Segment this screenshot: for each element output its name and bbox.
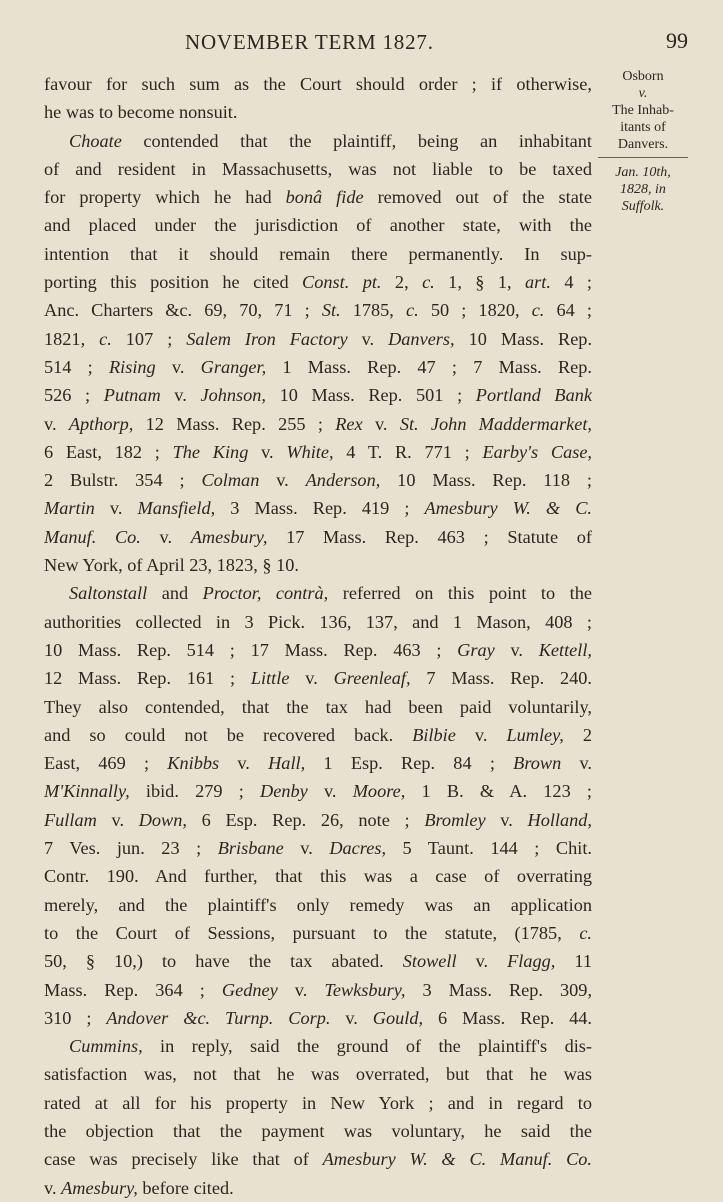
text-run: Hall, [268, 753, 306, 774]
text-line [44, 296, 592, 324]
body-text [44, 70, 592, 1202]
text-run: 1 B. & A. 123 ; [405, 781, 592, 802]
text-run: satisfaction was, not that he was overrated, but that he was [44, 1064, 592, 1085]
margin-note [592, 68, 694, 215]
text-run: he was to become nonsuit. [44, 102, 238, 123]
text-line [44, 353, 592, 381]
text-run: Colman [201, 470, 260, 491]
margin-line: v. [638, 86, 648, 101]
text-run: Denby [260, 781, 308, 802]
text-run: 12 Mass. Rep. 161 ; [44, 668, 251, 689]
text-run: Mansfield, [137, 498, 216, 519]
margin-case-name [592, 68, 694, 153]
text-run: Mass. Rep. 364 ; [44, 979, 222, 1000]
text-run: v. [283, 838, 330, 859]
text-run: Salem Iron Factory [186, 328, 348, 349]
text-line [44, 1117, 592, 1145]
text-run: c. [579, 922, 592, 943]
text-run: 6 Mass. Rep. 44. [423, 1007, 592, 1028]
text-run: 64 ; [544, 300, 592, 321]
text-run: before cited. [137, 1177, 234, 1198]
text-line [44, 579, 592, 607]
text-line [44, 976, 592, 1004]
text-run: c. [531, 300, 545, 321]
text-run: v. [456, 951, 508, 972]
text-run: Const. pt. [302, 272, 382, 293]
text-run: Granger, [200, 356, 267, 377]
text-line [44, 410, 592, 438]
text-run: 4 ; [550, 272, 592, 293]
text-run: intention that it should remain there permanently. In sup- [44, 243, 592, 264]
text-run: 6 East, 182 ; [44, 441, 173, 462]
text-run: 2 [563, 724, 592, 745]
text-run: 7 Ves. jun. 23 ; [44, 838, 218, 859]
text-run: the objection that the payment was voluntary, he said the [44, 1120, 592, 1141]
text-run: Holland, [527, 809, 592, 830]
text-line [44, 183, 592, 211]
text-run: 514 ; [44, 356, 109, 377]
text-line [44, 381, 592, 409]
text-run: Manuf. Co. [44, 526, 141, 547]
margin-line: Suffolk. [621, 199, 665, 214]
text-run: rated at all for his property in New York ; and in regard to [44, 1092, 592, 1113]
text-run: 1821, [44, 328, 100, 349]
running-header [0, 26, 723, 56]
text-line [44, 523, 592, 551]
text-run: c. [99, 328, 112, 349]
text-run: v. [307, 781, 353, 802]
text-run: St. John Maddermarket, [399, 413, 592, 434]
text-run: Contr. 190. And further, that this was a case of overrating [44, 866, 592, 887]
text-line [44, 155, 592, 183]
text-run: v. [485, 809, 528, 830]
text-run: Choate [69, 130, 122, 151]
text-line [44, 1174, 592, 1202]
text-run: v. [160, 385, 201, 406]
text-run: of and resident in Massachusetts, was not liable to be taxed [44, 158, 592, 179]
text-line [44, 693, 592, 721]
text-run: 310 ; [44, 1007, 107, 1028]
text-run: Andover &c. Turnp. Corp. [106, 1007, 331, 1028]
text-line [44, 947, 592, 975]
text-line [44, 806, 592, 834]
text-run: Tewksbury, [324, 979, 406, 1000]
text-run: v. [140, 526, 191, 547]
text-line [44, 268, 592, 296]
text-line [44, 891, 592, 919]
margin-line: Danvers. [617, 137, 669, 152]
text-run: 1 Mass. Rep. 47 ; 7 Mass. Rep. [266, 356, 592, 377]
text-run: to the Court of Sessions, pursuant to the statute, (1785, [44, 922, 580, 943]
text-run: Portland Bank [475, 385, 592, 406]
text-line [44, 834, 592, 862]
text-line [44, 1060, 592, 1088]
margin-line: 1828, in [620, 182, 666, 197]
text-run: Fullam [44, 809, 97, 830]
text-run: Amesbury W. & C. [424, 498, 592, 519]
text-run: 50, § 10,) to have the tax abated. [44, 951, 403, 972]
text-run: 3 Mass. Rep. 309, [405, 979, 592, 1000]
text-run: Gould, [372, 1007, 424, 1028]
text-run: removed out of the state [363, 187, 592, 208]
text-line [44, 1145, 592, 1173]
text-run: Down, [138, 809, 187, 830]
text-run: contended that the plaintiff, being an inhabitant [121, 130, 592, 151]
text-line [44, 494, 592, 522]
text-run: Greenleaf, [333, 668, 411, 689]
text-run: v. [44, 413, 69, 434]
text-run: Bilbie [412, 724, 456, 745]
margin-divider [598, 157, 688, 158]
text-run: 1785, [340, 300, 406, 321]
text-run: New York, of April 23, 1823, § 10. [44, 555, 299, 576]
text-run: 10 Mass. Rep. 514 ; 17 Mass. Rep. 463 ; [44, 639, 458, 660]
text-line [44, 551, 592, 579]
text-run: Putnam [103, 385, 161, 406]
text-line [44, 466, 592, 494]
text-run: v. [277, 979, 325, 1000]
text-run: v. [94, 498, 138, 519]
text-run: porting this position he cited [44, 272, 303, 293]
running-title: NOVEMBER TERM 1827. [185, 30, 434, 54]
margin-line: The Inhab- [612, 103, 674, 118]
text-run: 2, [381, 272, 423, 293]
text-run: c. [422, 272, 435, 293]
text-run: Brisbane [217, 838, 284, 859]
text-run: v. [561, 753, 592, 774]
text-run: for property which he had [44, 187, 286, 208]
text-run: ibid. 279 ; [129, 781, 261, 802]
text-run: authorities collected in 3 Pick. 136, 137, and 1 Mason, 408 ; [44, 611, 592, 632]
text-line [44, 749, 592, 777]
text-run: merely, and the plaintiff's only remedy was an application [44, 894, 592, 915]
text-run: v. [289, 668, 334, 689]
text-run: v. [155, 356, 201, 377]
text-run: Knibbs [167, 753, 220, 774]
text-run: in reply, said the ground of the plaintiff's dis- [142, 1036, 592, 1057]
text-run: Proctor, contrà, [202, 583, 329, 604]
margin-line: Osborn [622, 69, 664, 84]
text-run: case was precisely like that of [44, 1149, 323, 1170]
text-line [44, 721, 592, 749]
text-run: favour for such sum as the Court should order ; if otherwise, [44, 74, 592, 94]
text-run: v. [362, 413, 400, 434]
text-run: 7 Mass. Rep. 240. [410, 668, 592, 689]
text-run: Martin [44, 498, 95, 519]
text-run: Flagg, [507, 951, 556, 972]
text-run: 10 Mass. Rep. 501 ; [265, 385, 476, 406]
page-number: 99 [666, 28, 688, 53]
text-run: Earby's Case, [482, 441, 592, 462]
text-run: 10 Mass. Rep. [454, 328, 592, 349]
text-run: Amesbury W. & C. Manuf. Co. [322, 1149, 592, 1170]
text-run: Bromley [424, 809, 486, 830]
text-run: Amesbury, [61, 1177, 138, 1198]
text-run: Dacres, [329, 838, 387, 859]
text-run: 3 Mass. Rep. 419 ; [215, 498, 425, 519]
text-run: 50 ; 1820, [418, 300, 532, 321]
text-run: Brown [513, 753, 562, 774]
text-run: referred on this point to the [328, 583, 592, 604]
text-run: 4 T. R. 771 ; [333, 441, 483, 462]
text-run: Johnson, [200, 385, 266, 406]
text-line [44, 636, 592, 664]
text-line [44, 664, 592, 692]
text-run: v. [259, 470, 306, 491]
margin-date [592, 164, 694, 215]
text-run: Saltonstall [69, 583, 148, 604]
text-run: and [147, 583, 203, 604]
text-line [44, 70, 592, 98]
text-run: Anc. Charters &c. 69, 70, 71 ; [44, 300, 322, 321]
text-run: Stowell [402, 951, 457, 972]
text-run: v. [248, 441, 287, 462]
text-run: 11 [555, 951, 592, 972]
text-run: 1 Esp. Rep. 84 ; [305, 753, 514, 774]
text-line [44, 919, 592, 947]
text-run: and so could not be recovered back. [44, 724, 413, 745]
text-run: Cummins, [69, 1036, 143, 1057]
text-run: bonâ fide [285, 187, 364, 208]
text-line [44, 1089, 592, 1117]
text-run: v. [455, 724, 507, 745]
text-run: v. [347, 328, 389, 349]
text-run: Danvers, [388, 328, 455, 349]
text-run: St. [321, 300, 341, 321]
text-run: East, 469 ; [44, 753, 168, 774]
margin-line: Jan. 10th, [615, 165, 671, 180]
text-run: Gray [457, 639, 495, 660]
text-run: M'Kinnally, [44, 781, 130, 802]
text-run: Rising [108, 356, 156, 377]
text-run: Moore, [352, 781, 406, 802]
text-run: Lumley, [506, 724, 564, 745]
text-line [44, 862, 592, 890]
text-line [44, 325, 592, 353]
text-line [44, 1004, 592, 1032]
text-line [44, 1032, 592, 1060]
text-run: v. [219, 753, 269, 774]
text-line [44, 438, 592, 466]
text-line [44, 127, 592, 155]
text-line [44, 240, 592, 268]
text-run: v. [494, 639, 539, 660]
text-run: v. [44, 1177, 62, 1198]
text-run: Rex [335, 413, 363, 434]
text-run: 10 Mass. Rep. 118 ; [380, 470, 592, 491]
text-run: 17 Mass. Rep. 463 ; Statute of [267, 526, 592, 547]
text-run: Little [250, 668, 290, 689]
text-run: They also contended, that the tax had been paid voluntarily, [44, 696, 592, 717]
text-line [44, 98, 592, 126]
text-line [44, 608, 592, 636]
text-run: Amesbury, [190, 526, 268, 547]
text-run: 12 Mass. Rep. 255 ; [133, 413, 336, 434]
text-run: art. [525, 272, 551, 293]
margin-line: itants of [620, 120, 666, 135]
text-line [44, 211, 592, 239]
text-run: 1, § 1, [434, 272, 526, 293]
text-run: 526 ; [44, 385, 104, 406]
text-run: Kettell, [538, 639, 592, 660]
text-run: Anderson, [305, 470, 381, 491]
text-line [44, 777, 592, 805]
text-run: The King [172, 441, 249, 462]
text-run: v. [330, 1007, 373, 1028]
text-run: 6 Esp. Rep. 26, note ; [186, 809, 425, 830]
text-run: c. [406, 300, 419, 321]
text-run: 107 ; [111, 328, 187, 349]
text-run: Apthorp, [68, 413, 134, 434]
text-run: and placed under the jurisdiction of another state, with the [44, 215, 592, 236]
text-run: 5 Taunt. 144 ; Chit. [386, 838, 592, 859]
text-run: White, [286, 441, 334, 462]
text-run: v. [96, 809, 139, 830]
text-run: Gedney [221, 979, 278, 1000]
text-run: 2 Bulstr. 354 ; [44, 470, 202, 491]
